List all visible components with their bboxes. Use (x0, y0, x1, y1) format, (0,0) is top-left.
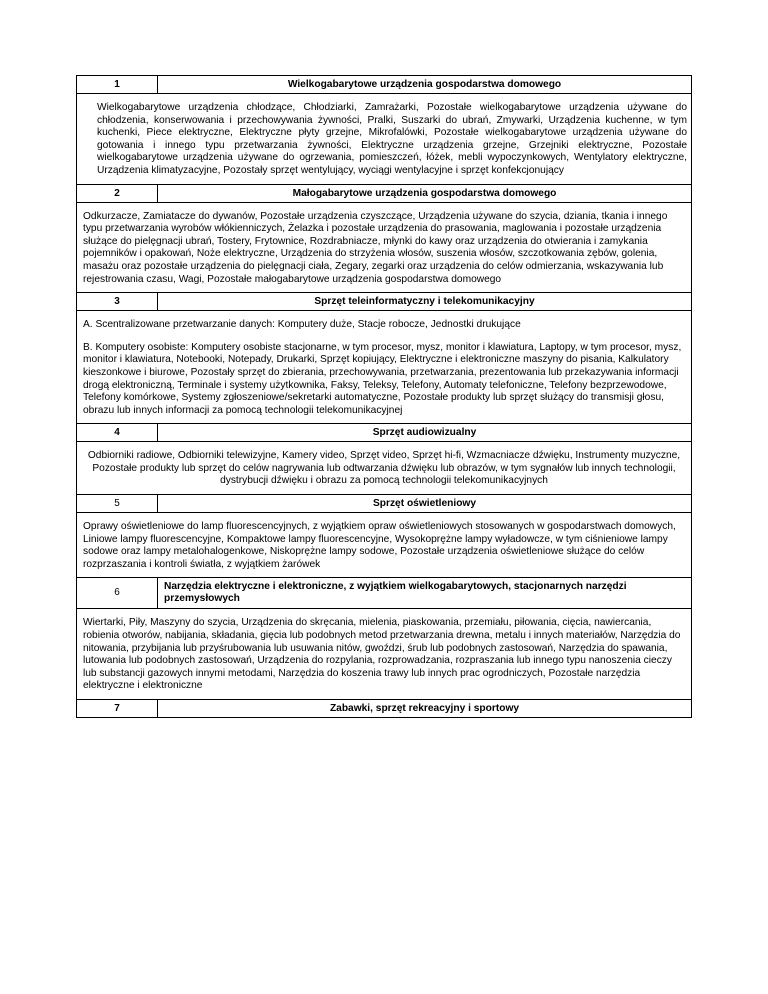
document-table (76, 75, 692, 718)
section-title: Sprzęt oświetleniowy (372, 498, 477, 510)
section-header (77, 700, 691, 717)
section-number: 1 (77, 76, 158, 93)
section-body (77, 513, 691, 577)
section-header (77, 76, 691, 94)
section-paragraph: Wielkogabarytowe urządzenia chłodzące, Chłodziarki, Zamrażarki, Pozostałe wielkogabarytowe urządzenia używane do chłodzenia, konserwowania i przechowywania żywności, Pralki, Suszarki do ubrań, Zmywarki, Urządzenia kuchenne, w tym kuchenki, Piece elektryczne, Elektryczne płyty grzejne, Mikrofalówki, Pozostałe wielkogabarytowe urządzenia używane do gotowania i innego typu przetwarzania żywności, Elektryczne urządzenia grzejne, Grzejniki elektryczne, Pozostałe wielkogabarytowe urządzenia używane do ogrzewania, pomieszczeń, łóżek, mebli wypoczynkowych, Wentylatory elektryczne, Urządzenia klimatyzacyjne, Pozostały sprzęt wentylujący, wyciągi wentylacyjne i sprzęt konfekcjonujący (97, 102, 687, 176)
section-paragraph: Odkurzacze, Zamiatacze do dywanów, Pozostałe urządzenia czyszczące, Urządzenia używane do szycia, dziania, tkania i innego typu przetwarzania wyrobów włókienniczych, Żelazka i pozostałe urządzenia do prasowania, maglowania i pozostałe urządzenia służące do pielęgnacji ubrań, Tostery, Frytownice, Rozdrabniacze, młynki do kawy oraz urządzenia do otwierania i zamykania pojemników i opakowań, Noże elektryczne, Urządzenia do strzyżenia włosów, suszenia włosów, szczotkowania zębów, golenia, masażu oraz pozostałe urządzenia do pielęgnacji ciała, Zegary, zegarki oraz urządzenia do celów odmierzania, wskazywania lub rejestrowania czasu, Wagi, Pozostałe małogabarytowe urządzenia gospodarstwa domowego (83, 210, 668, 285)
section-header (77, 495, 691, 513)
section-body (77, 609, 691, 699)
section-paragraph: Wiertarki, Piły, Maszyny do szycia, Urządzenia do skręcania, mielenia, piaskowania, przemiału, piłowania, cięcia, nawiercania, robienia otworów, nabijania, składania, gięcia lub podobnych metod przetwarzania drewna, metalu i innych materiałów, Narzędzia do nitowania, przybijania lub przyśrubowania lub usuwania nitów, gwoździ, śrub lub podobnych zastosowań, Narzędzia do spawania, lutowania lub podobnych zastosowań, Urządzenia do rozpylania, rozprowadzania, rozpraszania lub innego typu nanoszenia cieczy lub substancji gazowych innymi metodami, Narzędzia do koszenia trawy lub innych prac ogrodniczych, Pozostałe narzędzia elektryczne i elektroniczne (83, 617, 681, 692)
section-header (77, 424, 691, 442)
section-header (77, 185, 691, 203)
section-body (77, 203, 691, 293)
section-number: 7 (77, 700, 158, 717)
section-7 (76, 699, 692, 718)
section-title: Sprzęt teleinformatyczny i telekomunikacyjny (314, 296, 535, 308)
section-number: 5 (77, 495, 158, 512)
section-title: Małogabarytowe urządzenia gospodarstwa domowego (292, 187, 557, 199)
section-header (77, 293, 691, 311)
section-1 (76, 75, 692, 184)
section-paragraph: Oprawy oświetleniowe do lamp fluorescencyjnych, z wyjątkiem opraw oświetleniowych stosowanych w gospodarstwach domowych, Liniowe lampy fluorescencyjne, Kompaktowe lampy fluorescencyjne, Wysokoprężne lampy wyładowcze, w tym ciśnieniowe lampy sodowe oraz lampy metalohalogenkowe, Niskoprężne lampy sodowe, Pozostałe urządzenia oświetleniowe służące do celów rozprzaszania i kontroli światła, z wyjątkiem żarówek (83, 521, 676, 570)
section-number: 6 (77, 578, 158, 608)
section-number: 2 (77, 185, 158, 202)
section-6 (76, 577, 692, 699)
section-title: Narzędzia elektryczne i elektroniczne, z wyjątkiem wielkogabarytowych, stacjonarnych narzędzi przemysłowych (164, 581, 627, 605)
section-3 (76, 292, 692, 423)
section-title: Sprzęt audiowizualny (372, 427, 477, 439)
section-2 (76, 184, 692, 293)
section-title: Zabawki, sprzęt rekreacyjny i sportowy (329, 703, 520, 714)
section-4 (76, 423, 692, 494)
section-paragraph: Odbiorniki radiowe, Odbiorniki telewizyjne, Kamery video, Sprzęt video, Sprzęt hi-fi, Wzmacniacze dźwięku, Instrumenty muzyczne, Pozostałe produkty lub sprzęt do celów nagrywania lub odtwarzania dźwięku lub obrazów, w tym sygnałów lub innych technologii, dystrybucji dźwięku i obrazu za pomocą technologii telekomunikacyjnych (87, 450, 681, 487)
section-5 (76, 494, 692, 577)
section-body (77, 94, 691, 184)
section-title: Wielkogabarytowe urządzenia gospodarstwa domowego (287, 79, 562, 90)
section-number: 3 (77, 293, 158, 310)
section-paragraph: A. Scentralizowane przetwarzanie danych: Komputery duże, Stacje robocze, Jednostki drukujące (83, 319, 521, 331)
section-header (77, 578, 691, 609)
section-body (77, 442, 691, 494)
section-body (77, 311, 691, 423)
section-paragraph: B. Komputery osobiste: Komputery osobiste stacjonarne, w tym procesor, mysz, monitor i klawiatura, Laptopy, w tym procesor, mysz, monitor i klawiatura, Notebooki, Notepady, Drukarki, Sprzęt kopiujący, Elektryczne i elektroniczne maszyny do pisania, Kalkulatory kieszonkowe i biurowe, Pozostały sprzęt do zbierania, przechowywania, przetwarzania, prezentowania lub przekazywania informacji drogą elektroniczną, Terminale i systemy użytkownika, Faksy, Teleksy, Telefony, Automaty telefoniczne, Telefony bezprzewodowe, Telefony komórkowe, Systemy zgłoszeniowe/sekretarki automatyczne, Pozostałe produkty lub sprzęt służący do transmisji głosu, obrazu lub innych informacji za pomocą technologii telekomunikacyjnej (83, 341, 682, 416)
section-number: 4 (77, 424, 158, 441)
